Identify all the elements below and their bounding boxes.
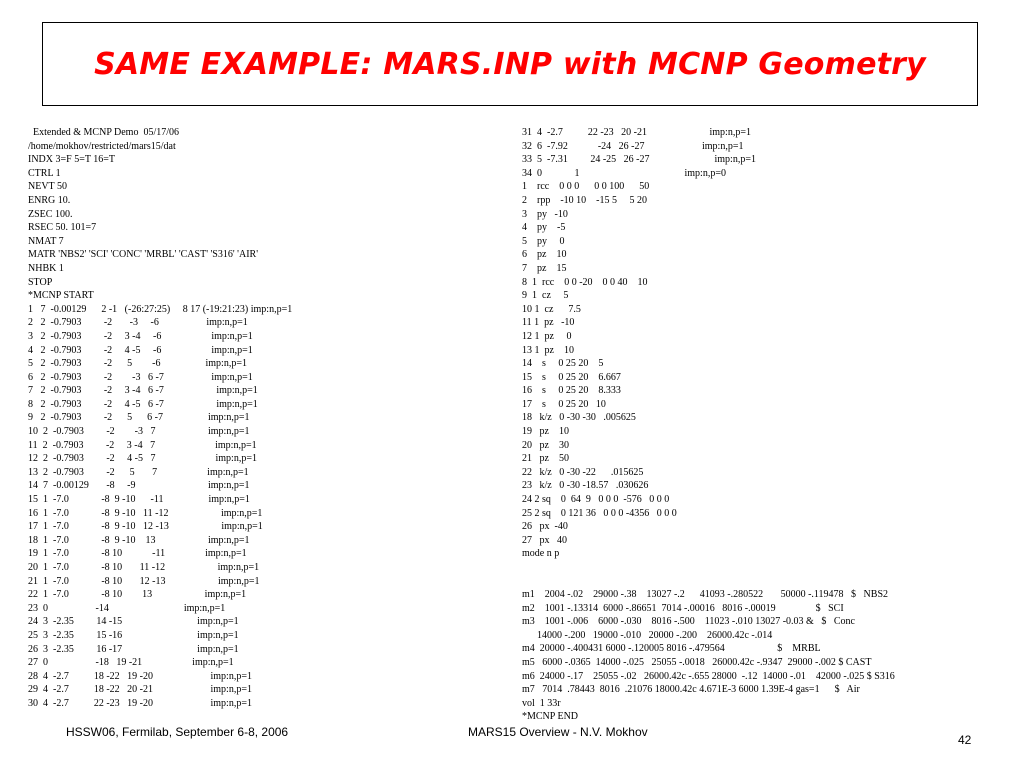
code-line: 19 pz 10 xyxy=(522,426,569,438)
code-line: 7 2 -0.7903 -2 3 -4 6 -7 imp:n,p=1 xyxy=(28,385,258,397)
code-line: 22 k/z 0 -30 -22 .015625 xyxy=(522,466,644,478)
code-line: 28 4 -2.7 18 -22 19 -20 imp:n,p=1 xyxy=(28,670,252,682)
code-line: m3 1001 -.006 6000 -.030 8016 -.500 11023 -.010 13027 -0.03 & $ Conc xyxy=(522,616,855,628)
mars-input-listing-left xyxy=(28,126,498,711)
code-line: *MCNP START xyxy=(28,290,94,302)
code-line: m2 1001 -.13314 6000 -.86651 7014 -.00016 8016 -.00019 $ SCI xyxy=(522,602,844,614)
code-line: 12 1 pz 0 xyxy=(522,330,572,342)
footer-conference: HSSW06, Fermilab, September 6-8, 2006 xyxy=(66,725,289,739)
code-line: MATR 'NBS2' 'SCI' 'CONC' 'MRBL' 'CAST' 'S316' 'AIR' xyxy=(28,249,258,261)
code-line: 11 2 -0.7903 -2 3 -4 7 imp:n,p=1 xyxy=(28,439,257,451)
code-line: 24 2 sq 0 64 9 0 0 0 -576 0 0 0 xyxy=(522,494,670,506)
code-line: 1 7 -0.00129 2 -1 (-26:27:25) 8 17 (-19:21:23) imp:n,p=1 xyxy=(28,303,293,315)
code-line: 9 1 cz 5 xyxy=(522,290,569,302)
code-line: 20 1 -7.0 -8 10 11 -12 imp:n,p=1 xyxy=(28,562,260,573)
code-line: 9 2 -0.7903 -2 5 6 -7 imp:n,p=1 xyxy=(28,412,250,424)
code-line: 1 rcc 0 0 0 0 0 100 50 xyxy=(522,181,650,193)
code-line: 22 1 -7.0 -8 10 13 imp:n,p=1 xyxy=(28,589,247,601)
code-line: 18 1 -7.0 -8 9 -10 13 imp:n,p=1 xyxy=(28,534,250,546)
code-line: 30 4 -2.7 22 -23 19 -20 imp:n,p=1 xyxy=(28,697,252,709)
code-line: NEVT 50 xyxy=(28,181,67,193)
code-line: 16 s 0 25 20 8.333 xyxy=(522,385,621,397)
code-line xyxy=(522,561,1012,588)
code-line: 18 k/z 0 -30 -30 .005625 xyxy=(522,412,636,424)
code-line: NMAT 7 xyxy=(28,235,64,247)
code-line: 32 6 -7.92 -24 26 -27 imp:n,p=1 xyxy=(522,140,744,152)
code-line: STOP xyxy=(28,276,53,288)
footer-talk-title: MARS15 Overview - N.V. Mokhov xyxy=(468,725,648,739)
code-line: m6 24000 -.17 25055 -.02 26000.42c -.655 28000 -.12 14000 -.01 42000 -.025 $ S316 xyxy=(522,670,895,682)
code-line: 8 1 rcc 0 0 -20 0 0 40 10 xyxy=(522,276,648,288)
code-line: 8 2 -0.7903 -2 4 -5 6 -7 imp:n,p=1 xyxy=(28,398,258,410)
code-line: 15 s 0 25 20 6.667 xyxy=(522,371,621,383)
code-line: mode n p xyxy=(522,548,560,560)
code-line: 25 3 -2.35 15 -16 imp:n,p=1 xyxy=(28,629,239,641)
code-line: 20 pz 30 xyxy=(522,439,569,451)
code-line: 7 pz 15 xyxy=(522,262,567,274)
code-line: 3 2 -0.7903 -2 3 -4 -6 imp:n,p=1 xyxy=(28,330,253,342)
code-line: 14000 -.200 19000 -.010 20000 -.200 26000.42c -.014 xyxy=(522,629,773,641)
code-line: Extended & MCNP Demo 05/17/06 xyxy=(28,127,180,138)
code-line: 21 1 -7.0 -8 10 12 -13 imp:n,p=1 xyxy=(28,575,260,587)
code-line: m7 7014 .78443 8016 .21076 18000.42c 4.671E-3 6000 1.39E-4 gas=1 $ Air xyxy=(522,684,860,696)
code-line: 5 2 -0.7903 -2 5 -6 imp:n,p=1 xyxy=(28,358,247,370)
code-line: 4 py -5 xyxy=(522,222,566,234)
code-line: RSEC 50. 101=7 xyxy=(28,222,97,234)
code-line: 2 rpp -10 10 -15 5 5 20 xyxy=(522,194,647,206)
code-line: 17 s 0 25 20 10 xyxy=(522,398,606,410)
code-line: 11 1 pz -10 xyxy=(522,317,575,329)
code-line: 2 2 -0.7903 -2 -3 -6 imp:n,p=1 xyxy=(28,317,248,329)
code-line: m5 6000 -.0365 14000 -.025 25055 -.0018 26000.42c -.9347 29000 -.002 $ CAST xyxy=(522,656,872,668)
mcnp-input-listing-right xyxy=(522,126,1012,724)
code-line: 23 k/z 0 -30 -18.57 .030626 xyxy=(522,480,649,492)
code-line: 13 1 pz 10 xyxy=(522,344,574,356)
code-line: 14 7 -0.00129 -8 -9 imp:n,p=1 xyxy=(28,480,250,492)
code-line: /home/mokhov/restricted/mars15/dat xyxy=(28,140,176,152)
code-line: 33 5 -7.31 24 -25 26 -27 imp:n,p=1 xyxy=(522,154,756,166)
code-line: 31 4 -2.7 22 -23 20 -21 imp:n,p=1 xyxy=(522,127,751,138)
code-line: 26 px -40 xyxy=(522,521,568,533)
slide-title: SAME EXAMPLE: MARS.INP with MCNP Geometry xyxy=(94,46,926,82)
code-line: 10 1 cz 7.5 xyxy=(522,303,581,315)
code-line: 24 3 -2.35 14 -15 imp:n,p=1 xyxy=(28,616,239,628)
code-line: vol 1 33r xyxy=(522,697,561,709)
code-line: 6 2 -0.7903 -2 -3 6 -7 imp:n,p=1 xyxy=(28,371,253,383)
code-line: 3 py -10 xyxy=(522,208,568,220)
code-line: 4 2 -0.7903 -2 4 -5 -6 imp:n,p=1 xyxy=(28,344,253,356)
code-line: NHBK 1 xyxy=(28,262,64,274)
code-line: CTRL 1 xyxy=(28,167,61,179)
code-line: 13 2 -0.7903 -2 5 7 imp:n,p=1 xyxy=(28,466,249,478)
page-number: 42 xyxy=(958,733,972,747)
code-line: 26 3 -2.35 16 -17 imp:n,p=1 xyxy=(28,643,239,655)
code-line: 19 1 -7.0 -8 10 -11 imp:n,p=1 xyxy=(28,548,247,560)
code-line: 12 2 -0.7903 -2 4 -5 7 imp:n,p=1 xyxy=(28,453,257,465)
code-line: 14 s 0 25 20 5 xyxy=(522,358,604,370)
code-line: ENRG 10. xyxy=(28,194,71,206)
title-box xyxy=(42,22,978,106)
code-line: 27 0 -18 19 -21 imp:n,p=1 xyxy=(28,657,234,669)
code-line: 16 1 -7.0 -8 9 -10 11 -12 imp:n,p=1 xyxy=(28,507,263,519)
code-line: m4 20000 -.400431 6000 -.120005 8016 -.479564 $ MRBL xyxy=(522,643,821,655)
code-line: 34 0 1 imp:n,p=0 xyxy=(522,167,726,179)
code-line: m1 2004 -.02 29000 -.38 13027 -.2 41093 -.280522 50000 -.119478 $ NBS2 xyxy=(522,589,889,600)
code-line: 10 2 -0.7903 -2 -3 7 imp:n,p=1 xyxy=(28,426,250,438)
code-line: 27 px 40 xyxy=(522,534,567,546)
code-line: ZSEC 100. xyxy=(28,208,73,220)
code-line: 17 1 -7.0 -8 9 -10 12 -13 imp:n,p=1 xyxy=(28,521,263,533)
code-line: 6 pz 10 xyxy=(522,249,567,261)
code-line: INDX 3=F 5=T 16=T xyxy=(28,154,116,166)
code-line: 23 0 -14 imp:n,p=1 xyxy=(28,602,226,614)
code-line: 25 2 sq 0 121 36 0 0 0 -4356 0 0 0 xyxy=(522,507,677,519)
code-line: 29 4 -2.7 18 -22 20 -21 imp:n,p=1 xyxy=(28,684,252,696)
code-line: 21 pz 50 xyxy=(522,453,569,465)
code-line: 15 1 -7.0 -8 9 -10 -11 imp:n,p=1 xyxy=(28,494,250,506)
code-line: 5 py 0 xyxy=(522,235,565,247)
code-line: *MCNP END xyxy=(522,711,579,723)
